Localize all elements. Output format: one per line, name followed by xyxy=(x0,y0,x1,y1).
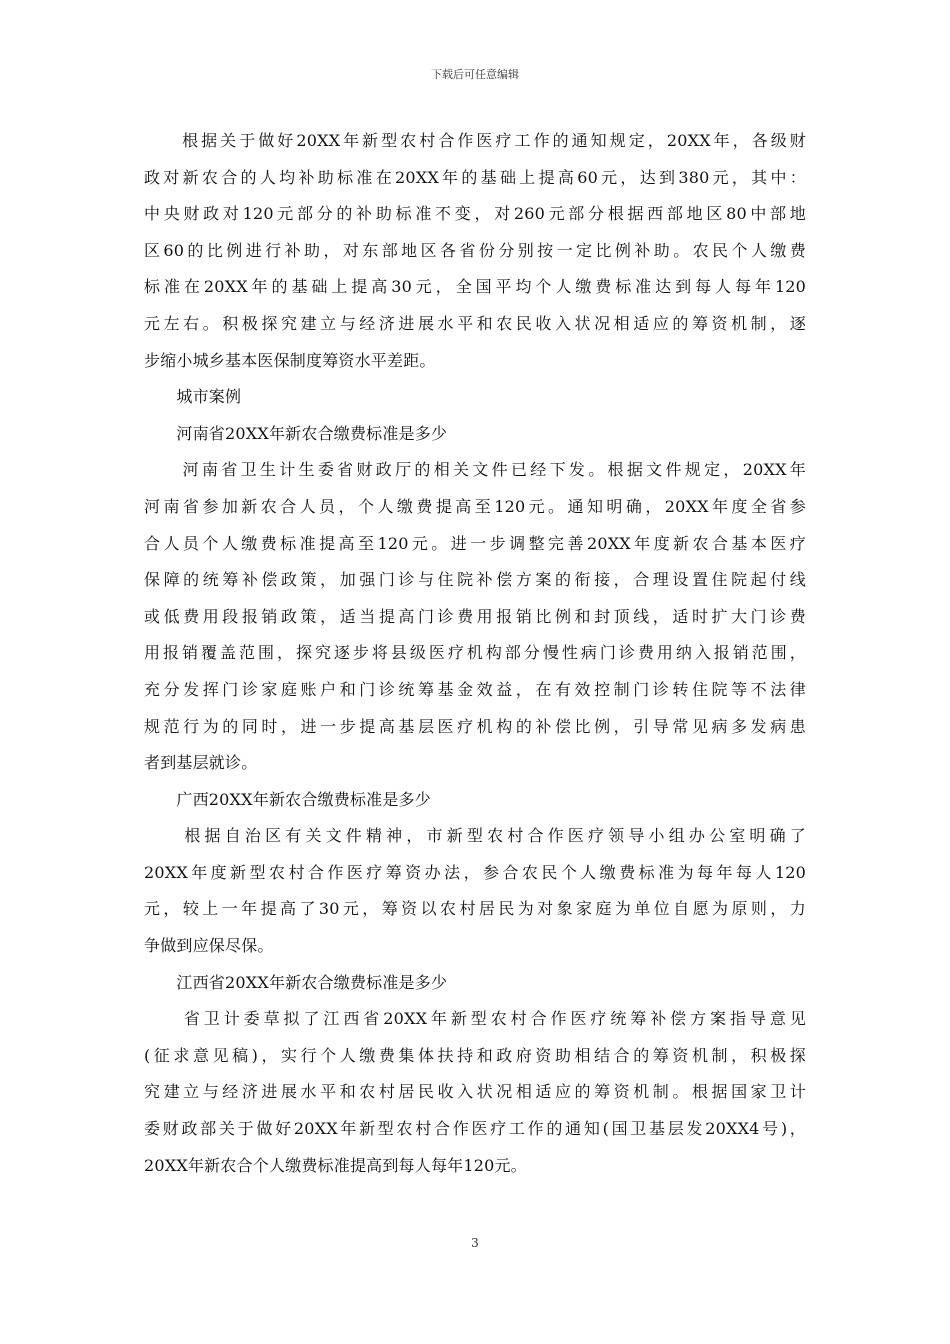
text-line: 争做到应保尽保。 xyxy=(144,936,274,956)
section-heading: 江西省20XX年新农合缴费标准是多少 xyxy=(144,972,448,992)
text-line: 或低费用段报销政策，适当提高门诊费用报销比例和封顶线，适时扩大门诊费 xyxy=(144,606,806,626)
text-line: 20XX年新农合个人缴费标准提高到每人每年120元。 xyxy=(144,1155,527,1175)
text-line: 区60的比例进行补助，对东部地区各省份分别按一定比例补助。农民个人缴费 xyxy=(144,240,806,260)
text-line: 中央财政对120元部分的补助标准不变，对260元部分根据西部地区80中部地 xyxy=(144,204,806,224)
text-line: 合人员个人缴费标准提高至120元。进一步调整完善20XX年度新农合基本医疗 xyxy=(144,533,806,553)
text-line: 者到基层就诊。 xyxy=(144,753,258,773)
text-line: 省卫计委草拟了江西省20XX年新型农村合作医疗统筹补偿方案指导意见 xyxy=(144,1009,806,1029)
text-line: 政对新农合的人均补助标准在20XX年的基础上提高60元，达到380元，其中： xyxy=(144,167,806,187)
text-line: 河南省参加新农合人员，个人缴费提高至120元。通知明确，20XX年度全省参 xyxy=(144,496,806,516)
text-line: 河南省卫生计生委省财政厅的相关文件已经下发。根据文件规定，20XX年 xyxy=(144,460,806,480)
text-line: 标准在20XX年的基础上提高30元，全国平均个人缴费标准达到每人每年120 xyxy=(144,277,806,297)
section-heading: 河南省20XX年新农合缴费标准是多少 xyxy=(144,423,448,443)
text-line: 充分发挥门诊家庭账户和门诊统筹基金效益，在有效控制门诊转住院等不法律 xyxy=(144,679,806,699)
text-line: 元，较上一年提高了30元，筹资以农村居民为对象家庭为单位自愿为原则，力 xyxy=(144,899,806,919)
section-heading: 城市案例 xyxy=(144,387,242,407)
text-line: 20XX年度新型农村合作医疗筹资办法，参合农民个人缴费标准为每年每人120 xyxy=(144,862,806,882)
text-line: 步缩小城乡基本医保制度筹资水平差距。 xyxy=(144,350,436,370)
text-line: 规范行为的同时，进一步提高基层医疗机构的补偿比例，引导常见病多发病患 xyxy=(144,716,806,736)
text-line: 根据关于做好20XX年新型农村合作医疗工作的通知规定，20XX年，各级财 xyxy=(144,131,806,150)
page-number: 3 xyxy=(471,1236,479,1250)
text-line: (征求意见稿)，实行个人缴费集体扶持和政府资助相结合的筹资机制，积极探 xyxy=(144,1045,806,1065)
text-line: 根据自治区有关文件精神，市新型农村合作医疗领导小组办公室明确了 xyxy=(144,826,806,846)
page-header-note: 下载后可任意编辑 xyxy=(431,68,519,81)
text-line: 委财政部关于做好20XX年新型农村合作医疗工作的通知(国卫基层发20XX4号)， xyxy=(144,1119,806,1139)
document-body xyxy=(144,123,806,1184)
section-heading: 广西20XX年新农合缴费标准是多少 xyxy=(144,789,431,809)
text-line: 究建立与经济进展水平和农村居民收入状况相适应的筹资机制。根据国家卫计 xyxy=(144,1082,806,1102)
text-line: 元左右。积极探究建立与经济进展水平和农民收入状况相适应的筹资机制，逐 xyxy=(144,313,806,333)
text-line: 保障的统筹补偿政策，加强门诊与住院补偿方案的衔接，合理设置住院起付线 xyxy=(144,570,806,590)
text-line: 用报销覆盖范围，探究逐步将县级医疗机构部分慢性病门诊费用纳入报销范围， xyxy=(144,643,806,663)
